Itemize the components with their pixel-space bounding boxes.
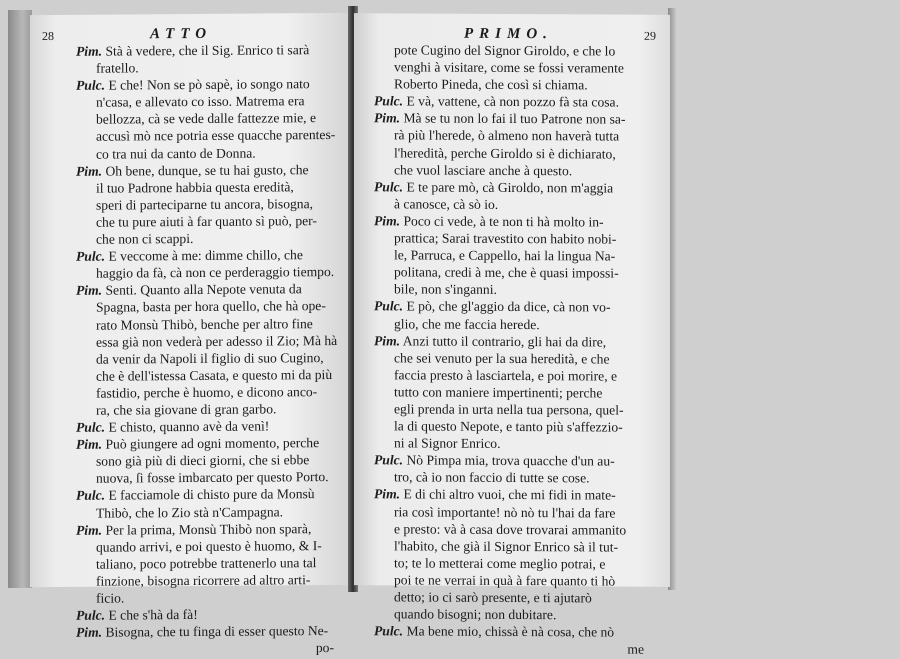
text-line xyxy=(374,298,652,317)
text-line xyxy=(76,417,342,436)
text-line xyxy=(374,315,652,334)
speaker-name: Pulc. xyxy=(76,607,106,623)
speaker-name: Pim. xyxy=(374,332,401,349)
text-line xyxy=(76,161,342,180)
line-text: che sei venuto per la sua heredità, e che xyxy=(394,350,610,367)
text-line xyxy=(76,58,342,77)
line-text: taliano, poco potrebbe trattenerlo una tal xyxy=(96,554,317,572)
text-line xyxy=(76,126,342,145)
text-line xyxy=(76,588,342,607)
line-text: Può giungere ad ogni momento, perche xyxy=(105,435,320,452)
text-line xyxy=(374,486,652,505)
line-text: tro, cà io non faccio di tutte se cose. xyxy=(394,469,590,486)
speaker-name: Pulc. xyxy=(374,93,404,109)
speaker-name: Pulc. xyxy=(76,248,106,264)
line-text: E facciamole di chisto pure da Monsù xyxy=(108,486,315,504)
line-text: speri di parteciparne tu ancora, bisogna, xyxy=(96,195,314,213)
line-text: che tu pure aiuti à far quanto sì può, per- xyxy=(96,213,317,230)
line-text: ficio. xyxy=(96,590,125,606)
text-line xyxy=(374,605,652,624)
text-line xyxy=(76,571,342,590)
line-text: che non ci scappi. xyxy=(96,231,194,247)
text-line xyxy=(76,485,342,504)
line-text: tutto con maniere impertinenti; perche xyxy=(394,384,603,401)
text-line xyxy=(374,434,652,453)
line-text: rà più l'herede, ò almeno non haverà tutta xyxy=(394,127,620,145)
text-line xyxy=(76,622,342,641)
line-text: e presto: và à casa dove trovarai ammanito xyxy=(394,521,627,538)
line-text: to; te lo metterai come meglio potrai, e xyxy=(394,555,606,572)
line-text: che è dell'istessa Casata, e questo mi da più xyxy=(96,366,333,384)
text-line xyxy=(76,212,342,231)
line-text: rato Monsù Thibò, benche per altro fine xyxy=(96,315,313,333)
line-text: E pò, che gl'aggio da dice, cà non vo- xyxy=(406,298,611,315)
line-text: E di chi altro vuoi, che mi fidi in mate- xyxy=(403,486,616,503)
line-text: ra, che sia giovane di gran garbo. xyxy=(96,401,277,418)
text-line xyxy=(76,229,342,248)
line-text: finzione, bisogna ricorrere ad altro arti- xyxy=(96,572,311,589)
speaker-name: Pulc. xyxy=(374,452,404,468)
text-line xyxy=(374,281,652,300)
text-line xyxy=(76,349,342,368)
speaker-name: Pim. xyxy=(76,43,103,59)
catchword: me xyxy=(627,641,644,657)
line-text: il tuo Padrone habbia questa eredità, xyxy=(96,179,294,196)
speaker-name: Pim. xyxy=(374,213,401,229)
line-text: à canosce, cà sò io. xyxy=(394,196,499,212)
line-text: prattica; Sarai travestito con habito nobi- xyxy=(394,230,617,247)
text-line xyxy=(76,502,342,521)
line-text: l'habito, che già il Signor Enrico sà il tut- xyxy=(394,538,619,555)
text-line xyxy=(374,144,652,163)
speaker-name: Pim. xyxy=(374,486,401,502)
page-stack-left xyxy=(8,10,32,588)
text-line xyxy=(374,349,652,368)
line-text: egli prenda in urta nella tua persona, quel- xyxy=(394,401,624,418)
text-line xyxy=(76,554,342,573)
text-line xyxy=(374,554,652,573)
line-text: bile, non s'inganni. xyxy=(394,281,497,298)
text-line xyxy=(76,195,342,214)
line-text: Ma bene mio, chissà è nà cosa, che nò xyxy=(406,623,615,640)
line-text: n'casa, e allevato co isso. Matrema era xyxy=(96,93,305,110)
text-line xyxy=(374,58,652,77)
text-line xyxy=(76,297,342,316)
line-text: Stà à vedere, che il Sig. Enrico ti sarà xyxy=(105,42,310,59)
speaker-name: Pulc. xyxy=(374,298,404,314)
line-text: poi te ne verrai in quà à fare quanto ti hò xyxy=(394,572,616,589)
line-text: ni al Signor Enrico. xyxy=(394,435,501,452)
left-page-number: 28 xyxy=(42,28,54,44)
line-text: Thibò, che lo Zio stà n'Campagna. xyxy=(96,503,284,521)
text-line xyxy=(76,41,342,60)
line-text: E chisto, quanno avè da venì! xyxy=(108,418,270,435)
line-text: E che s'hà da fà! xyxy=(108,607,198,623)
line-text: glio, che me faccia herede. xyxy=(394,315,540,332)
text-line xyxy=(374,246,652,265)
text-line xyxy=(76,109,342,128)
text-line xyxy=(374,332,652,351)
line-text: Spagna, basta per hora quello, che hà ope- xyxy=(96,298,326,316)
line-text: Bisogna, che tu finga di esser questo Ne- xyxy=(105,623,329,640)
catchword: po- xyxy=(315,640,334,656)
text-line xyxy=(76,366,342,385)
speaker-name: Pulc. xyxy=(76,77,106,93)
line-text: Per la prima, Monsù Thibò non sparà, xyxy=(105,520,312,538)
line-text: pote Cugino del Signor Giroldo, e che lo xyxy=(394,42,616,59)
text-line xyxy=(76,144,342,163)
line-text: Roberto Pineda, che così si chiama. xyxy=(394,76,588,93)
line-text: detto; io ci sarò presente, e ti ajutarò xyxy=(394,589,592,606)
line-text: Mà se tu non lo fai il tuo Patrone non sa- xyxy=(403,110,626,127)
text-line xyxy=(374,93,652,112)
line-text: co tra nui da canto de Donna. xyxy=(96,145,256,162)
line-text: da venir da Napoli il figlio di suo Cugino, xyxy=(96,349,324,367)
text-line xyxy=(374,195,652,214)
right-page xyxy=(354,13,670,657)
text-line xyxy=(374,263,652,282)
text-line xyxy=(374,400,652,419)
text-line xyxy=(76,280,342,299)
text-line xyxy=(76,92,342,111)
line-text: E và, vattene, cà non pozzo fà sta cosa. xyxy=(406,93,619,110)
text-line xyxy=(374,75,652,94)
text-line xyxy=(76,520,342,539)
speaker-name: Pulc. xyxy=(76,488,106,504)
line-text: E che! Non se pò sapè, io songo nato xyxy=(108,76,310,93)
speaker-name: Pulc. xyxy=(76,419,106,435)
speaker-name: Pim. xyxy=(76,436,103,452)
text-line xyxy=(374,622,652,641)
text-line xyxy=(374,469,652,488)
line-text: Anzi tutto il contrario, gli hai da dire, xyxy=(402,333,607,350)
text-line xyxy=(76,75,342,94)
text-line xyxy=(76,434,342,453)
line-text: politana, credi à me, che è quasi impossi- xyxy=(394,264,619,281)
text-line xyxy=(374,229,652,248)
left-page-text xyxy=(76,41,342,658)
line-text: quando arrivi, e poi questo è huomo, & I- xyxy=(96,537,322,555)
text-line xyxy=(374,452,652,471)
line-text: Nò Pimpa mia, trova quacche d'un au- xyxy=(406,452,615,469)
line-text: l'heredità, perche Giroldo si è dichiarato, xyxy=(394,144,616,162)
text-line xyxy=(76,332,342,351)
left-running-title: ATTO xyxy=(150,25,213,43)
right-page-number: 29 xyxy=(644,28,656,43)
text-line xyxy=(76,383,342,402)
right-running-title: PRIMO. xyxy=(464,25,553,43)
text-line xyxy=(374,178,652,197)
line-text: E veccome à me: dimme chillo, che xyxy=(108,247,303,264)
text-line xyxy=(76,178,342,197)
line-text: Oh bene, dunque, se tu hai gusto, che xyxy=(105,161,309,179)
speaker-name: Pulc. xyxy=(374,623,404,639)
line-text: fastidio, perche è huomo, e dicono anco- xyxy=(96,383,318,401)
text-line xyxy=(76,468,342,487)
text-line xyxy=(374,212,652,231)
speaker-name: Pim. xyxy=(76,163,103,179)
line-text: essa già non vederà per adesso il Zio; Mà hà xyxy=(96,332,338,350)
line-text: ria così importante! nò nò tu l'hai da fare xyxy=(394,503,616,521)
text-line xyxy=(374,417,652,436)
text-line xyxy=(76,605,342,624)
line-text: le, Parruca, e Cappello, hai la lingua Na- xyxy=(394,247,616,264)
text-line xyxy=(374,503,652,522)
text-line xyxy=(76,400,342,419)
line-text: accusì mò nce potria esse quacche parentes- xyxy=(96,127,336,145)
text-line xyxy=(374,588,652,607)
line-text: E te pare mò, cà Giroldo, non m'aggia xyxy=(406,179,614,196)
line-text: venghi à visitare, come se fossi veramente xyxy=(394,59,624,76)
line-text: che vuol lasciare anche à questo. xyxy=(394,162,573,178)
left-page xyxy=(30,13,352,656)
text-line xyxy=(374,127,652,146)
text-line xyxy=(374,520,652,539)
line-text: Poco ci vede, à te non ti hà molto in- xyxy=(403,213,604,230)
line-text: faccia presto à lasciartela, e poi morire, e xyxy=(394,367,618,384)
speaker-name: Pim. xyxy=(374,110,401,126)
text-line xyxy=(76,451,342,470)
speaker-name: Pim. xyxy=(76,522,103,538)
text-line xyxy=(374,537,652,556)
text-line xyxy=(374,366,652,385)
speaker-name: Pim. xyxy=(76,624,103,640)
line-text: quando bisogni; non dubitare. xyxy=(394,606,557,623)
line-text: nuova, ſi fosse imbarcato per questo Porto. xyxy=(96,469,329,487)
speaker-name: Pim. xyxy=(76,282,103,299)
line-text: Senti. Quanto alla Nepote venuta da xyxy=(105,281,302,298)
text-line xyxy=(76,537,342,556)
speaker-name: Pulc. xyxy=(374,179,404,195)
text-line xyxy=(374,383,652,402)
text-line xyxy=(76,246,342,265)
line-text: la di questo Nepote, e tanto più s'affezzio- xyxy=(394,418,623,435)
text-line xyxy=(374,161,652,180)
right-page-text xyxy=(374,41,652,658)
line-text: haggio da fà, cà non ce perderaggio tiempo. xyxy=(96,264,335,281)
text-line xyxy=(374,571,652,590)
line-text: sono già più di dieci giorni, che si ebbe xyxy=(96,452,310,469)
line-text: fratello. xyxy=(96,60,139,76)
text-line xyxy=(76,314,342,333)
line-text: bellozza, cà se vede dalle fattezze mie, e xyxy=(96,110,317,128)
text-line xyxy=(76,263,342,282)
text-line xyxy=(374,110,652,129)
text-line xyxy=(374,41,652,60)
